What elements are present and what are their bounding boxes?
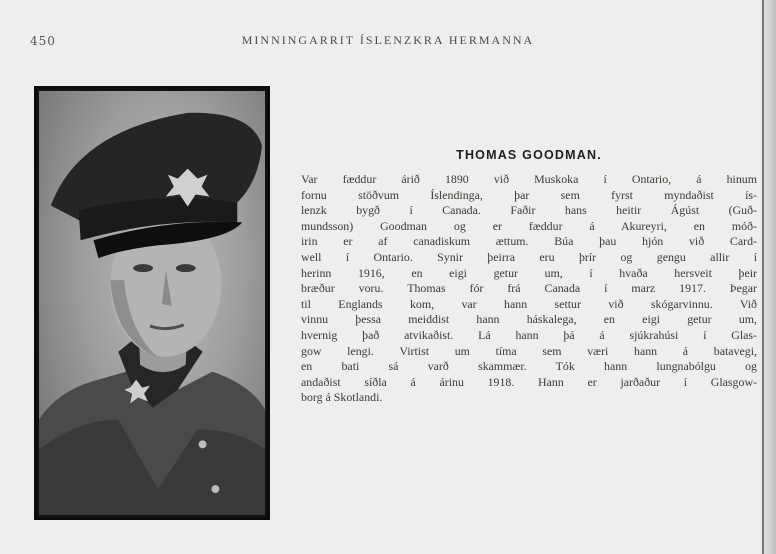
text-line: andaðist síðla á árinu 1918. Hann er jarðaður í Glasgow- xyxy=(301,374,757,389)
text-line: Var fæddur árið 1890 við Muskoka í Ontario, á hinum xyxy=(301,172,757,186)
page-edge xyxy=(762,0,776,554)
text-line: mundsson) Goodman og er fæddur á Akureyri, en móð- xyxy=(301,218,757,233)
running-head: MINNINGARRIT ÍSLENZKRA HERMANNA xyxy=(241,33,535,47)
text-line: en bati sá varð skammær. Tók hann lungnabólgu og xyxy=(301,359,757,374)
portrait-frame xyxy=(34,86,270,520)
text-line: fornu stöðvum Íslendinga, þar sem fyrst myndaðist ís- xyxy=(301,187,757,202)
text-line: lenzk bygð í Canada. Faðir hans heitir Ágúst (Guð- xyxy=(301,203,757,218)
page-number: 450 xyxy=(30,34,56,48)
text-line: til Englands kom, var hann settur við skógarvinnu. Við xyxy=(301,296,757,311)
text-line: vinnu þessa meiddist hann háskalega, en eigi getur um, xyxy=(301,312,757,327)
page-edge-line xyxy=(762,0,764,554)
text-line: herinn 1916, en eigi getur um, í hvaða hersveit þeir xyxy=(301,265,757,280)
text-line: well í Ontario. Synir þeirra eru þrír og gengu allir í xyxy=(301,249,757,264)
article-body xyxy=(301,172,757,406)
text-line: bræður voru. Thomas fór frá Canada í marz 1917. Þegar xyxy=(301,281,757,296)
text-line: irin er af canadiskum ættum. Búa þau hjón við Card- xyxy=(301,234,757,249)
right-eye xyxy=(176,264,196,272)
text-line: gow lengi. Virtist um tíma sem væri hann á batavegi, xyxy=(301,343,757,358)
soldier-portrait-image xyxy=(39,91,265,515)
text-line: borg á Skotlandi. xyxy=(301,390,383,405)
portrait-illustration xyxy=(39,91,265,515)
obituary-article xyxy=(301,148,757,406)
article-title: THOMAS GOODMAN. xyxy=(456,148,602,162)
button-top xyxy=(199,440,207,448)
left-eye xyxy=(133,264,153,272)
button-bottom xyxy=(211,485,219,493)
text-line: hvernig það atvikaðist. Lá hann þá á sjúkrahúsi í Glas- xyxy=(301,327,757,342)
